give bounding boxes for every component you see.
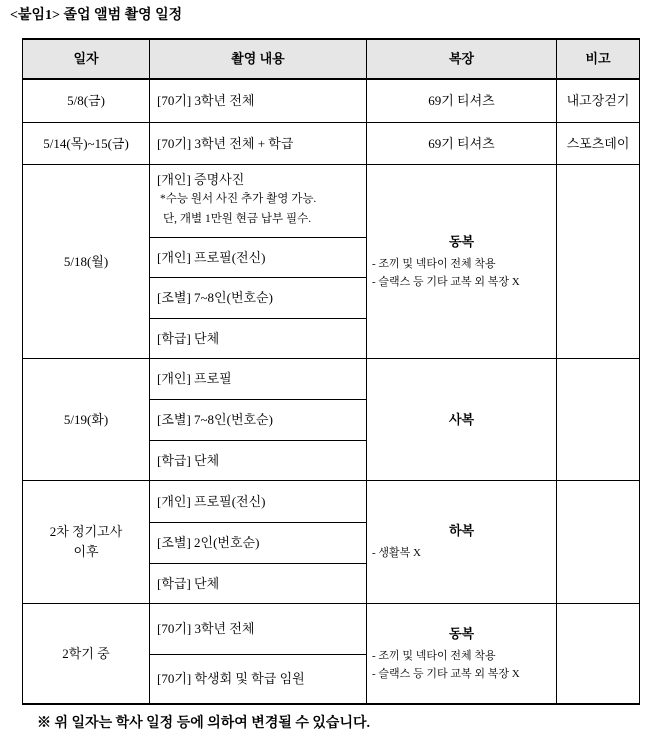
content-note: 단, 개별 1만원 현금 납부 필수.: [163, 213, 312, 225]
attire-cell: 69기 티셔츠: [367, 123, 557, 165]
content-cell: [개인] 프로필(전신): [150, 238, 367, 278]
content-cell: [70기] 3학년 전체: [150, 80, 367, 123]
attire-title: 사복: [448, 411, 475, 427]
date-cell: 5/18(월): [23, 165, 150, 359]
attire-title: 하복: [448, 523, 475, 538]
content-cell: [150, 165, 367, 238]
schedule-table: [22, 38, 640, 705]
content-item-label: [개인] 증명사진: [157, 172, 245, 187]
remarks-cell: [557, 359, 640, 481]
header-content: 촬영 내용: [150, 40, 367, 80]
content-note: *수능 원서 사진 추가 촬영 가능.: [160, 193, 317, 205]
date-cell: [23, 481, 150, 604]
content-cell: [조별] 7~8인(번호순): [150, 400, 367, 441]
remarks-cell: 스포츠데이: [557, 123, 640, 165]
content-cell: [학급] 단체: [150, 441, 367, 481]
attire-cell: [367, 165, 557, 359]
date-cell: 2학기 중: [23, 604, 150, 705]
header-date: 일자: [23, 40, 150, 80]
footnote: ※ 위 일자는 학사 일정 등에 의하여 변경될 수 있습니다.: [37, 716, 371, 731]
content-cell: [70기] 학생회 및 학급 임원: [150, 655, 367, 705]
page-title: <붙임1> 졸업 앨범 촬영 일정: [10, 8, 183, 23]
attire-title: 동복: [448, 233, 475, 249]
content-cell: [개인] 프로필: [150, 359, 367, 400]
attire-note: - 슬랙스 등 기타 교복 외 복장 X: [372, 667, 520, 680]
attire-cell: [367, 481, 557, 604]
date-cell: 5/19(화): [23, 359, 150, 481]
attire-note: - 조끼 및 넥타이 전체 착용: [372, 649, 496, 662]
content-cell: [조별] 7~8인(번호순): [150, 278, 367, 319]
attire-cell: [367, 359, 557, 481]
header-attire: 복장: [367, 40, 557, 80]
attire-cell: [367, 604, 557, 705]
date-cell: 5/8(금): [23, 80, 150, 123]
remarks-cell: 내고장걷기: [557, 80, 640, 123]
attire-title: 동복: [448, 625, 475, 641]
date-line: 이후: [73, 544, 99, 559]
attire-note: - 조끼 및 넥타이 전체 착용: [372, 257, 496, 270]
content-cell: [개인] 프로필(전신): [150, 481, 367, 523]
attire-note: - 생활복 X: [372, 547, 421, 559]
content-cell: [학급] 단체: [150, 564, 367, 604]
content-cell: [70기] 3학년 전체: [150, 604, 367, 655]
content-cell: [학급] 단체: [150, 319, 367, 359]
remarks-cell: [557, 481, 640, 604]
remarks-cell: [557, 165, 640, 359]
attire-cell: 69기 티셔츠: [367, 80, 557, 123]
attire-note: - 슬랙스 등 기타 교복 외 복장 X: [372, 275, 520, 288]
content-cell: [70기] 3학년 전체 + 학급: [150, 123, 367, 165]
date-cell: 5/14(목)~15(금): [23, 123, 150, 165]
content-cell: [조별] 2인(번호순): [150, 523, 367, 564]
remarks-cell: [557, 604, 640, 705]
header-remarks: 비고: [557, 40, 640, 80]
date-line: 2차 정기고사: [49, 524, 123, 539]
